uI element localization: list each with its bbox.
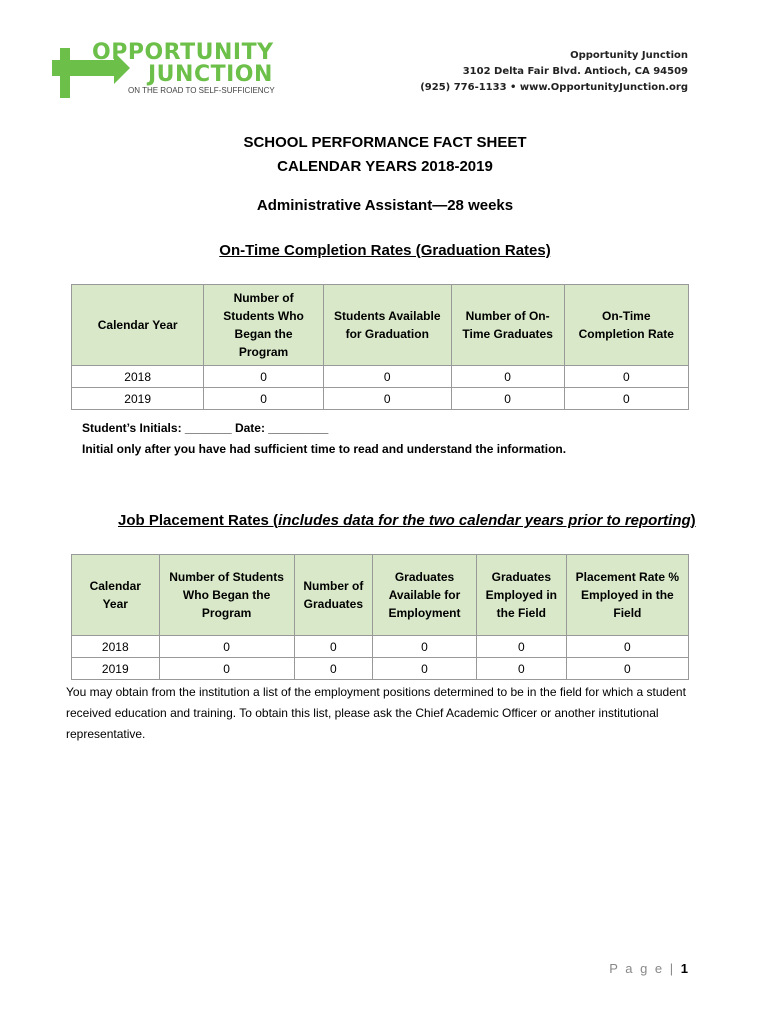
logo-text-line1: OPPORTUNITY <box>92 40 274 65</box>
employment-list-note: You may obtain from the institution a list of the employment positions determined to be in the field for which a student received education and training. To obtain this list, please ask the Chief Academic Officer or another institutional representative. <box>66 685 686 741</box>
placement-heading <box>118 512 696 529</box>
program-title: Administrative Assistant—28 weeks <box>256 197 514 214</box>
table-cell: 0 <box>476 636 566 658</box>
contact-phone-web: (925) 776-1133 • www.OpportunityJunction.org <box>420 82 688 93</box>
logo-text-line2: JUNCTION <box>148 62 273 87</box>
col-header: On-Time Completion Rate <box>564 285 688 366</box>
table-row <box>72 658 689 680</box>
contact-block <box>420 48 688 96</box>
table-cell: 0 <box>204 388 324 410</box>
placement-heading-prefix: Job Placement Rates ( <box>118 512 279 529</box>
initials-line: Student’s Initials: _______ Date: _________ <box>82 421 329 435</box>
table-row <box>72 366 689 388</box>
table-cell: 2018 <box>72 366 204 388</box>
col-header: Calendar Year <box>72 285 204 366</box>
col-header: Placement Rate % Employed in the Field <box>566 555 688 636</box>
col-header: Students Available for Graduation <box>323 285 451 366</box>
logo-tagline: ON THE ROAD TO SELF-SUFFICIENCY <box>128 86 275 95</box>
table-cell: 0 <box>159 636 294 658</box>
completion-heading: On-Time Completion Rates (Graduation Rates) <box>219 242 551 259</box>
placement-heading-suffix: ) <box>690 512 696 529</box>
placement-heading-italic: includes data for the two calendar years prior to reporting <box>278 512 691 529</box>
col-header: Number of Students Who Began the Program <box>204 285 324 366</box>
table-cell: 0 <box>204 366 324 388</box>
col-header: Number of Graduates <box>294 555 372 636</box>
col-header: Number of On-Time Graduates <box>451 285 564 366</box>
page-title: SCHOOL PERFORMANCE FACT SHEET <box>243 134 527 151</box>
table-cell: 0 <box>564 388 688 410</box>
table-cell: 0 <box>566 658 688 680</box>
table-row <box>72 636 689 658</box>
placement-table <box>71 554 689 680</box>
table-cell: 2019 <box>72 388 204 410</box>
page-number: P a g e | 1 <box>609 961 688 976</box>
col-header: Calendar Year <box>72 555 160 636</box>
contact-address: 3102 Delta Fair Blvd. Antioch, CA 94509 <box>462 66 688 77</box>
table-header-row <box>72 555 689 636</box>
page-label: P a g e <box>609 961 665 976</box>
table-row <box>72 388 689 410</box>
col-header: Number of Students Who Began the Program <box>159 555 294 636</box>
table-cell: 0 <box>476 658 566 680</box>
table-cell: 0 <box>566 636 688 658</box>
table-cell: 0 <box>373 658 477 680</box>
initials-note: Initial only after you have had sufficient time to read and understand the information. <box>82 442 567 456</box>
table-cell: 0 <box>323 388 451 410</box>
calendar-years-title: CALENDAR YEARS 2018-2019 <box>277 158 493 175</box>
table-cell: 0 <box>451 366 564 388</box>
table-cell: 0 <box>294 636 372 658</box>
table-cell: 0 <box>373 636 477 658</box>
table-cell: 0 <box>564 366 688 388</box>
table-cell: 2018 <box>72 636 160 658</box>
table-cell: 2019 <box>72 658 160 680</box>
table-header-row <box>72 285 689 366</box>
col-header: Graduates Available for Employment <box>373 555 477 636</box>
completion-table <box>71 284 689 410</box>
logo <box>52 40 292 100</box>
table-cell: 0 <box>159 658 294 680</box>
contact-org: Opportunity Junction <box>570 50 688 61</box>
table-cell: 0 <box>323 366 451 388</box>
page-number-value: 1 <box>680 961 688 976</box>
table-cell: 0 <box>294 658 372 680</box>
table-cell: 0 <box>451 388 564 410</box>
col-header: Graduates Employed in the Field <box>476 555 566 636</box>
